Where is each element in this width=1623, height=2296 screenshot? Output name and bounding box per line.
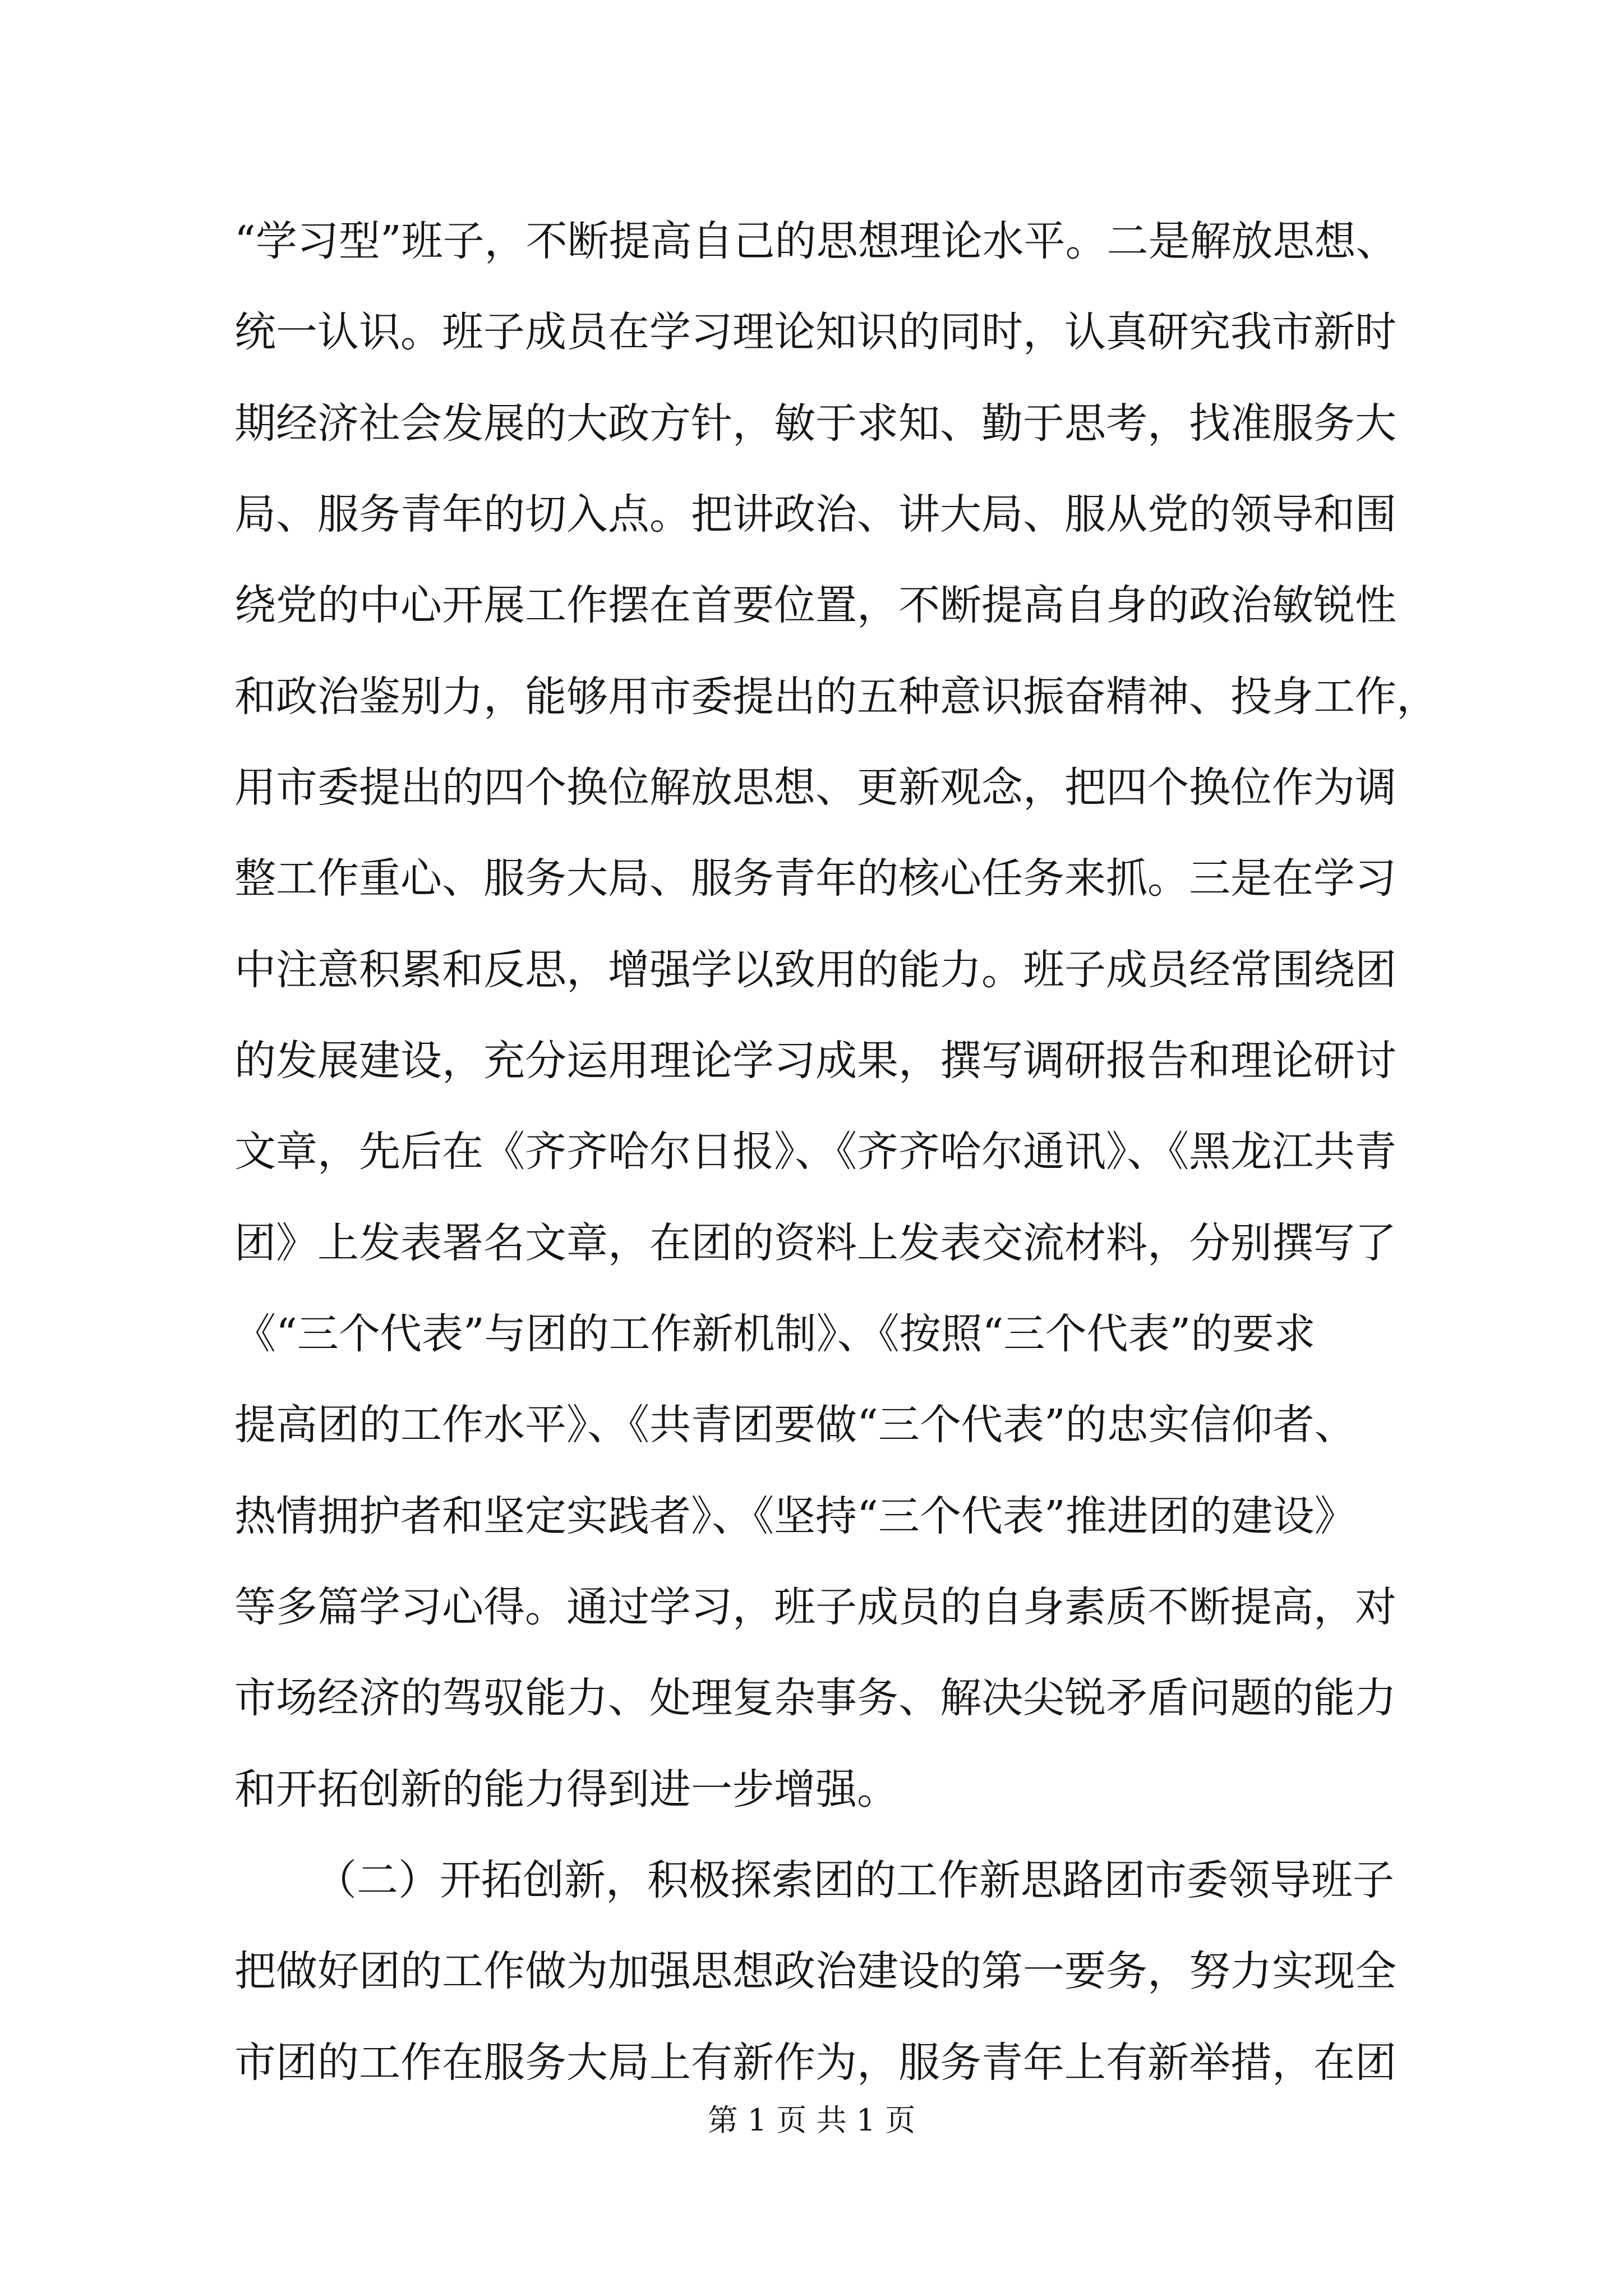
body-line-21: 市团的工作在服务大局上有新作为，服务青年上有新举措，在团 <box>234 2039 1396 2087</box>
page-number-footer: 第 1 页 共 1 页 <box>707 2102 916 2138</box>
body-line-15: 热情拥护者和坚定实践者》、《坚持“三个代表”推进团的建设》 <box>234 1492 1356 1540</box>
body-line-10: 的发展建设，充分运用理论学习成果，撰写调研报告和理论研讨 <box>234 1037 1396 1085</box>
body-line-14: 提高团的工作水平》、《共青团要做“三个代表”的忠实信仰者、 <box>234 1401 1356 1449</box>
body-line-20: 把做好团的工作做为加强思想政治建设的第一要务，努力实现全 <box>234 1947 1396 1995</box>
body-line-7: 用市委提出的四个换位解放思想、更新观念，把四个换位作为调 <box>234 763 1396 812</box>
body-line-1: “学习型”班子，不断提高自己的思想理论水平。二是解放思想、 <box>234 217 1398 265</box>
body-line-13: 《“三个代表”与团的工作新机制》、《按照“三个代表”的要求 <box>234 1310 1316 1358</box>
body-line-3: 期经济社会发展的大政方针，敏于求知、勤于思考，找准服务大 <box>234 399 1396 448</box>
section-heading-line: （二）开拓创新，积极探索团的工作新思路团市委领导班子 <box>315 1856 1394 1904</box>
body-line-8: 整工作重心、服务大局、服务青年的核心任务来抓。三是在学习 <box>234 854 1396 903</box>
body-line-9: 中注意积累和反思，增强学以致用的能力。班子成员经常围绕团 <box>234 946 1396 994</box>
body-line-2: 统一认识。班子成员在学习理论知识的同时，认真研究我市新时 <box>234 308 1396 356</box>
body-line-17: 市场经济的驾驭能力、处理复杂事务、解决尖锐矛盾问题的能力 <box>234 1674 1396 1722</box>
body-line-6: 和政治鉴别力，能够用市委提出的五种意识振奋精神、投身工作， <box>234 673 1438 721</box>
body-line-5: 绕党的中心开展工作摆在首要位置，不断提高自身的政治敏锐性 <box>234 581 1396 629</box>
body-line-18: 和开拓创新的能力得到进一步增强。 <box>234 1765 898 1814</box>
body-line-16: 等多篇学习心得。通过学习，班子成员的自身素质不断提高，对 <box>234 1583 1396 1631</box>
body-line-11: 文章，先后在《齐齐哈尔日报》、《齐齐哈尔通讯》、《黑龙江共青 <box>234 1128 1396 1176</box>
body-line-4: 局、服务青年的切入点。把讲政治、讲大局、服从党的领导和围 <box>234 490 1396 539</box>
body-line-12: 团》上发表署名文章，在团的资料上发表交流材料，分别撰写了 <box>234 1219 1396 1267</box>
